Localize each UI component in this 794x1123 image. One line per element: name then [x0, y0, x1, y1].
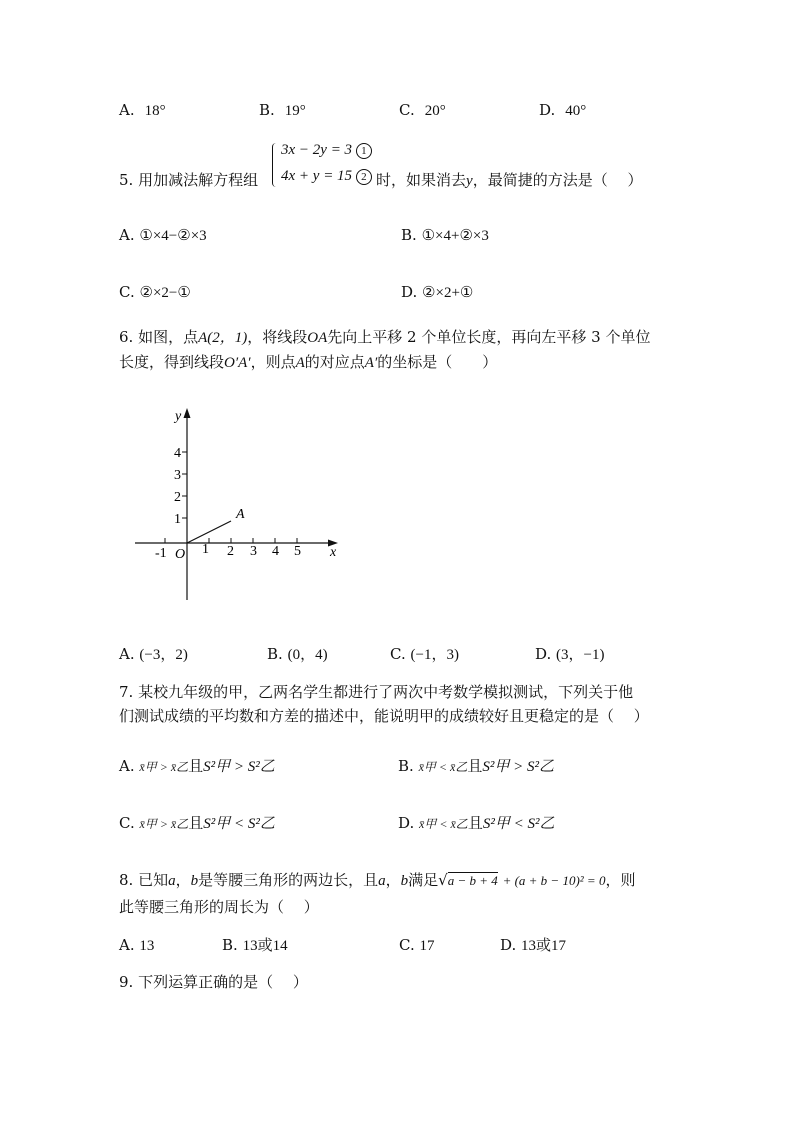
option-letter: C.	[390, 645, 406, 663]
option-text: 13或14	[242, 938, 288, 954]
conjunction: 且	[188, 757, 204, 775]
y-tick-label: 1	[174, 512, 181, 527]
x-tick-label: 5	[294, 544, 301, 559]
question-number: 9.	[119, 973, 134, 991]
q4-option-d	[539, 101, 586, 120]
q9-stem	[119, 973, 308, 991]
question-text: ，	[175, 871, 191, 889]
option-text: 18°	[144, 103, 166, 119]
question-number: 8.	[119, 871, 134, 889]
question-text: 下列运算正确的是（ ）	[138, 973, 308, 991]
y-tick-label: 3	[174, 468, 181, 483]
option-letter: C.	[119, 283, 135, 301]
system-brace	[272, 143, 277, 187]
q5-stem-tail	[376, 171, 642, 190]
point-label: A	[295, 355, 305, 371]
option-letter: C.	[119, 814, 135, 832]
q7-line1	[119, 683, 633, 701]
mean-comparison: x̄甲 < x̄乙	[419, 817, 468, 831]
mean-comparison: x̄甲 > x̄乙	[139, 817, 189, 831]
equation-text: 3x − 2y = 3	[281, 142, 353, 158]
origin-label: O	[175, 547, 186, 562]
circled-number: 1	[356, 143, 372, 159]
question-number: 6.	[119, 328, 134, 346]
question-text: 时，如果消去	[376, 171, 467, 189]
option-letter: B.	[222, 936, 238, 954]
point-coordinate: A(2，1)	[198, 330, 248, 346]
x-tick-label: 3	[250, 544, 257, 559]
question-text: 先向上平移 2 个单位长度，再向左平移 3 个单位	[327, 328, 651, 346]
option-letter: A.	[119, 757, 135, 775]
q8-line2	[119, 898, 319, 916]
conjunction: 且	[467, 814, 483, 832]
option-letter: A.	[119, 101, 135, 119]
question-text: 们测试成绩的平均数和方差的描述中，能说明甲的成绩较好且更稳定的是（ ）	[119, 707, 649, 725]
q7-option-a	[119, 757, 275, 776]
question-text: ，	[385, 871, 401, 889]
option-text: 40°	[565, 103, 587, 119]
option-text: ②×2−①	[139, 285, 191, 301]
point-a-label: A	[236, 507, 245, 522]
option-text: (0，4)	[287, 647, 328, 663]
q8-option-c	[399, 936, 435, 955]
option-text: (3，−1)	[556, 647, 605, 663]
option-letter: C.	[399, 101, 415, 119]
option-letter: B.	[401, 226, 417, 244]
variable: y	[466, 173, 473, 189]
q4-option-c	[399, 101, 446, 120]
equation-remainder: + (a + b − 10)² = 0	[502, 873, 606, 888]
question-text: 用加减法解方程组	[138, 171, 259, 189]
question-text: ，则	[605, 871, 636, 889]
variance-comparison: S²甲 > S²乙	[482, 759, 554, 775]
variance-comparison: S²甲 > S²乙	[203, 759, 275, 775]
question-text: 此等腰三角形的周长为（ ）	[119, 898, 319, 916]
option-letter: D.	[500, 936, 517, 954]
variable: b	[190, 873, 199, 889]
option-letter: D.	[401, 283, 418, 301]
q8-line1	[119, 871, 635, 890]
question-number: 5.	[119, 171, 134, 189]
x-axis-label: x	[330, 545, 337, 560]
variable: b	[400, 873, 409, 889]
variable: a	[168, 873, 176, 889]
option-letter: C.	[399, 936, 415, 954]
q8-option-b	[222, 936, 288, 955]
conjunction: 且	[467, 757, 483, 775]
q8-option-a	[119, 936, 154, 955]
question-text: ，则点	[250, 353, 296, 371]
option-letter: B.	[267, 645, 283, 663]
mean-comparison: x̄甲 > x̄乙	[139, 760, 189, 774]
question-text: ，最简捷的方法是（ ）	[472, 171, 643, 189]
q6-option-c	[390, 645, 459, 664]
option-text: (−1，3)	[410, 647, 459, 663]
equation-1	[281, 142, 372, 159]
sqrt-sign: √	[438, 871, 448, 889]
q4-option-b	[259, 101, 306, 120]
y-axis-label: y	[175, 409, 182, 424]
option-letter: A.	[119, 226, 135, 244]
variance-comparison: S²甲 < S²乙	[482, 816, 555, 832]
option-letter: D.	[539, 101, 556, 119]
y-axis-arrow	[184, 408, 191, 418]
question-text: 长度，得到线段	[119, 353, 225, 371]
option-text: (−3，2)	[139, 647, 188, 663]
question-text: ，将线段	[247, 328, 308, 346]
variable: a	[378, 873, 386, 889]
option-letter: A.	[119, 645, 135, 663]
x-tick-label: -1	[155, 546, 167, 561]
q6-option-b	[267, 645, 328, 664]
q5-option-d	[401, 283, 473, 302]
question-text: 的对应点	[304, 353, 365, 371]
q7-option-d	[398, 814, 554, 833]
question-number: 7.	[119, 683, 134, 701]
conjunction: 且	[188, 814, 204, 832]
option-text: 13或17	[521, 938, 567, 954]
y-tick-label: 2	[174, 490, 181, 505]
question-text: 的坐标是（ ）	[377, 353, 498, 371]
variance-comparison: S²甲 < S²乙	[203, 816, 275, 832]
coordinate-graph	[130, 400, 350, 610]
question-text: 满足	[408, 871, 439, 889]
q5-option-c	[119, 283, 191, 302]
segment-label: OA	[307, 330, 328, 346]
option-letter: A.	[119, 936, 135, 954]
q4-option-a	[119, 101, 166, 120]
equation-text: 4x + y = 15	[281, 168, 353, 184]
option-letter: B.	[259, 101, 275, 119]
q5-stem	[119, 171, 258, 189]
x-tick-label: 1	[202, 542, 209, 557]
question-text: 已知	[138, 871, 169, 889]
x-tick-label: 2	[227, 544, 234, 559]
equation-2	[281, 168, 372, 185]
q6-option-a	[119, 645, 188, 664]
option-text: ①×4+②×3	[421, 228, 489, 244]
option-text: 13	[139, 938, 155, 954]
option-letter: D.	[398, 814, 415, 832]
q7-option-c	[119, 814, 275, 833]
mean-comparison: x̄甲 < x̄乙	[418, 760, 468, 774]
option-text: ②×2+①	[422, 285, 474, 301]
q5-option-a	[119, 226, 207, 245]
y-tick-label: 4	[174, 446, 181, 461]
question-text: 如图，点	[138, 328, 199, 346]
segment-label: O′A′	[224, 355, 251, 371]
option-text: 20°	[424, 103, 446, 119]
option-letter: B.	[398, 757, 414, 775]
q8-option-d	[500, 936, 566, 955]
q6-option-d	[535, 645, 605, 664]
q5-option-b	[401, 226, 489, 245]
question-text: 是等腰三角形的两边长，且	[198, 871, 379, 889]
option-text: 17	[419, 938, 435, 954]
circled-number: 2	[356, 169, 372, 185]
question-text: 某校九年级的甲，乙两名学生都进行了两次中考数学模拟测试，下列关于他	[138, 683, 634, 701]
q7-option-b	[398, 757, 554, 776]
option-letter: D.	[535, 645, 552, 663]
option-text: ①×4−②×3	[139, 228, 207, 244]
q7-line2	[119, 707, 649, 725]
q6-line2	[119, 353, 497, 372]
option-text: 19°	[284, 103, 306, 119]
point-label: A′	[364, 355, 378, 371]
sqrt-radicand: a − b + 4	[447, 873, 498, 888]
q6-line1	[119, 328, 650, 347]
x-tick-label: 4	[272, 544, 279, 559]
